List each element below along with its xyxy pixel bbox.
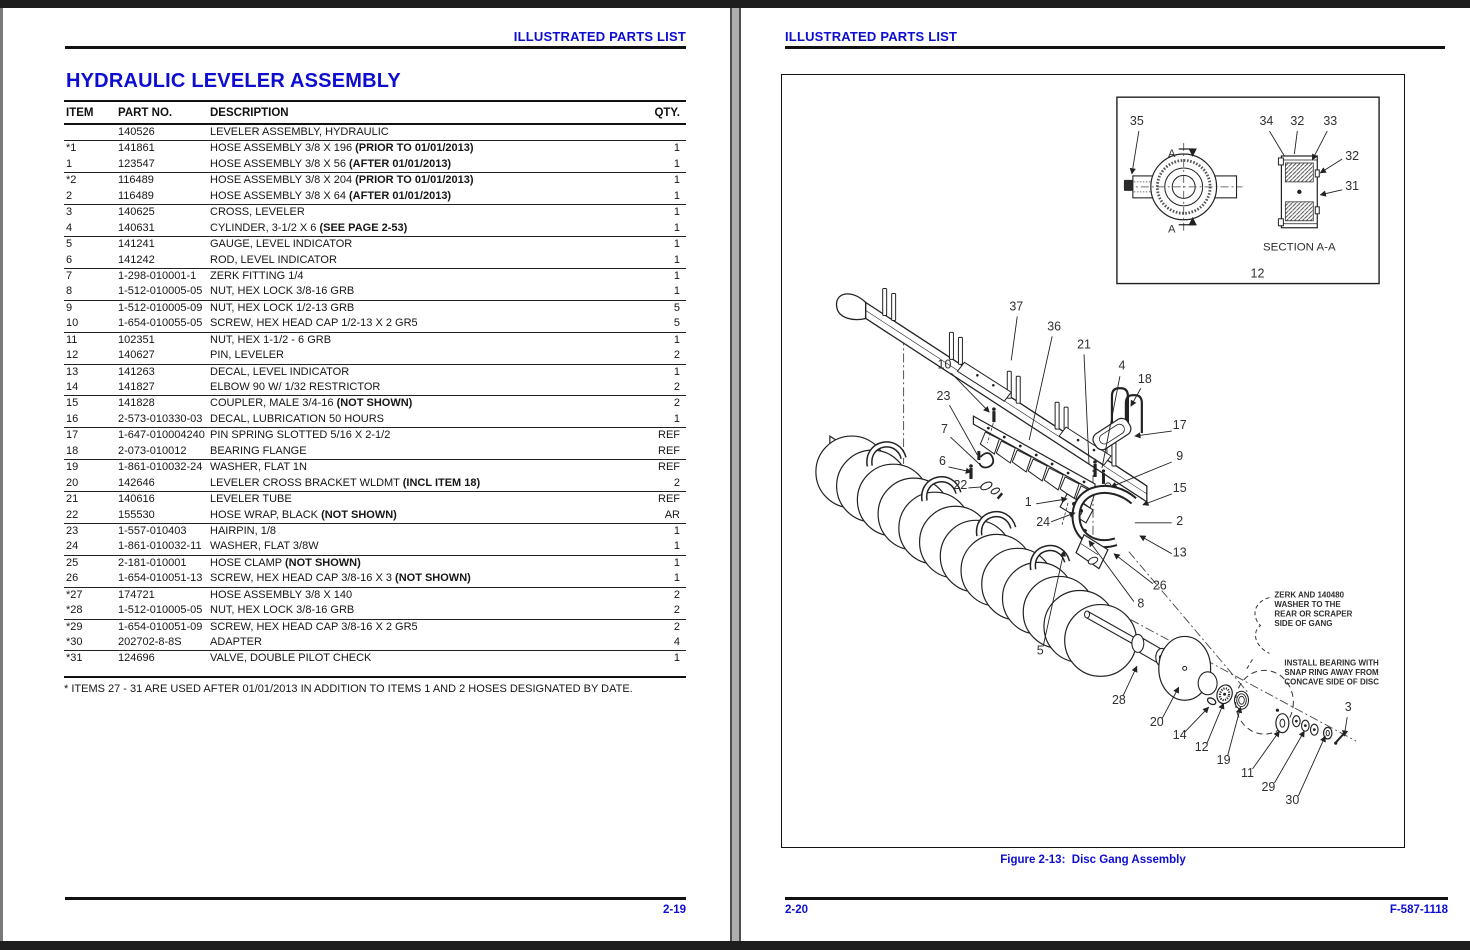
figure-caption: Figure 2-13: Disc Gang Assembly [1000,854,1186,866]
callout-label: SNAP RING AWAY FROM [1284,667,1379,677]
running-header: ILLUSTRATED PARTS LIST [785,29,958,44]
callout-label: 7 [941,422,948,437]
callout-label: 17 [1172,418,1187,433]
callout-label: 15 [1172,480,1187,495]
callout-label: 23 [936,389,951,404]
callout-label: 2 [1176,513,1184,528]
table-row: 140526 LEVELER ASSEMBLY, HYDRAULIC [118,126,389,138]
running-header: ILLUSTRATED PARTS LIST [513,29,686,44]
callout-label: 30 [1285,792,1300,807]
table-row: 17 1-647-010004240 PIN SPRING SLOTTED 5/16 X 2-1/2 REF [64,427,686,443]
annotation-bracket [1255,598,1269,654]
callout-label: 20 [1149,715,1164,730]
callout-label: 33 [1323,114,1338,129]
table-row: *2 116489 HOSE ASSEMBLY 3/8 X 204 (PRIOR TO 01/01/2013) 1 [64,172,686,188]
table-footnote: * ITEMS 27 - 31 ARE USED AFTER 01/01/2013 IN ADDITION TO ITEMS 1 AND 2 HOSES DESIGNATED BY DATE. [64,676,686,695]
leader-line [1114,554,1153,584]
table-row: 11 102351 NUT, HEX 1-1/2 - 6 GRB 1 [64,332,686,348]
callout-label: SIDE OF GANG [1274,618,1333,628]
table-row: 6 141242 ROD, LEVEL INDICATOR 1 [66,253,680,266]
callout-label: INSTALL BEARING WITH [1284,658,1379,668]
callout-label: 37 [1009,299,1024,314]
leader-line [1123,666,1137,696]
table-row: 24 1-861-010032-11 WASHER, FLAT 3/8W 1 [66,540,680,553]
leader-line [1185,707,1209,732]
leader-line [1051,513,1075,522]
disc-gang-assembly-diagram [781,74,1405,848]
callout-label: 26 [1152,578,1167,593]
callout-label: 36 [1047,319,1062,334]
callout-label: 13 [1172,545,1187,560]
callout-label: 31 [1345,178,1360,193]
table-row: 21 140616 LEVELER TUBE REF [64,491,686,507]
callout-label: 34 [1259,114,1274,129]
table-header-row [64,100,686,125]
header-rule [785,46,1445,49]
table-row: *30 202702-8-8S ADAPTER 4 [66,636,680,648]
table-row: 14 141827 ELBOW 90 W/ 1/32 RESTRICTOR 2 [66,381,680,393]
table-row: 15 141828 COUPLER, MALE 3/4-16 (NOT SHOWN) 2 [64,395,686,411]
parts-table [64,100,686,695]
exploded-view-drawing [782,75,1404,847]
table-row: 10 1-654-010055-05 SCREW, HEX HEAD CAP 1/2-13 X 2 GR5 5 [66,317,680,330]
col-header-part: PART NO. [118,106,173,119]
callout-label: 35 [1129,114,1144,129]
table-row: 22 155530 HOSE WRAP, BLACK (NOT SHOWN) AR [66,508,680,521]
leader-line [1344,717,1347,736]
header-rule [65,46,686,49]
callout-label: 12 [1250,266,1265,281]
callout-label: 6 [939,453,946,468]
scan-edge-bottom [0,941,1470,950]
page-number: 2-19 [662,904,686,916]
table-row: *31 124696 VALVE, DOUBLE PILOT CHECK 1 [64,650,686,666]
callout-label: 18 [1137,372,1152,387]
bearing [1215,683,1235,706]
leader-line [968,487,981,488]
col-header-item: ITEM [66,106,94,119]
leader-line [1274,731,1304,783]
leader-line [1228,707,1241,756]
callout-label: 19 [1216,753,1231,768]
callout-label: 3 [1344,700,1352,715]
table-row: 12 140627 PIN, LEVELER 2 [66,349,680,362]
callout-label: 1 [1024,494,1032,509]
callout-label: 21 [1077,337,1091,352]
table-row: 9 1-512-010005-09 NUT, HEX LOCK 1/2-13 GRB 5 [64,300,686,316]
callout-label: 5 [1036,643,1044,658]
leader-line [949,405,977,455]
leader-line [948,467,971,472]
callout-label: 11 [1241,765,1254,780]
col-header-description: DESCRIPTION [210,106,289,119]
leader-line [1135,431,1172,436]
leader-line [1140,536,1172,554]
leader-line [1011,316,1017,360]
callout-label: 29 [1261,779,1276,794]
leader-line [950,437,980,465]
leader-line [1252,731,1279,769]
left-page [3,8,730,941]
col-header-qty: QTY. [654,106,680,119]
table-row: 2 116489 HOSE ASSEMBLY 3/8 X 64 (AFTER 01/01/2013) 1 [66,189,680,202]
callout-label: REAR OR SCRAPER [1274,609,1353,619]
table-row: *29 1-654-010051-09 SCREW, HEX HEAD CAP 3/8-16 X 2 GR5 2 [64,619,686,635]
table-body [64,125,686,667]
table-row: 1 123547 HOSE ASSEMBLY 3/8 X 56 (AFTER 01/01/2013) 1 [66,157,680,170]
scan-edge-top [0,0,1470,8]
table-row: 8 1-512-010005-05 NUT, HEX LOCK 3/8-16 GRB 1 [66,285,680,298]
callout-label: A [1168,223,1176,236]
leader-line [1207,703,1224,744]
table-row: 7 1-298-010001-1 ZERK FITTING 1/4 1 [64,268,686,284]
page-gutter-divider [730,8,741,941]
callout-label: 14 [1172,728,1187,743]
zerk-fitting [1124,180,1133,191]
callout-label: 9 [1176,449,1184,464]
cotter-pin [1336,732,1345,742]
table-row: 20 142646 LEVELER CROSS BRACKET WLDMT (INCL ITEM 18) 2 [66,476,680,489]
callout-label: WASHER TO THE [1274,600,1341,610]
callout-label: 12 [1194,740,1209,755]
table-row: 4 140631 CYLINDER, 3-1/2 X 6 (SEE PAGE 2-53) 1 [66,221,680,234]
table-row: 25 2-181-010001 HOSE CLAMP (NOT SHOWN) 1 [64,555,686,571]
callout-label: 32 [1345,148,1360,163]
footer-rule [65,897,686,900]
table-row: 16 2-573-010330-03 DECAL, LUBRICATION 50 HOURS 1 [66,412,680,425]
callout-label: 32 [1290,114,1305,129]
callout-label: 24 [1036,514,1051,529]
callout-label: 28 [1111,693,1126,708]
page-title: HYDRAULIC LEVELER ASSEMBLY [66,70,401,92]
table-row: 18 2-073-010012 BEARING FLANGE REF [66,444,680,457]
table-row: *28 1-512-010005-05 NUT, HEX LOCK 3/8-16 GRB 2 [66,604,680,617]
doc-number: F-587-1118 [1389,904,1448,916]
table-row: *27 174721 HOSE ASSEMBLY 3/8 X 140 2 [64,587,686,603]
callout-label: 22 [953,477,968,492]
table-row: 3 140625 CROSS, LEVELER 1 [64,204,686,220]
table-row: 13 141263 DECAL, LEVEL INDICATOR 1 [64,364,686,380]
table-row: *1 141861 HOSE ASSEMBLY 3/8 X 196 (PRIOR TO 01/01/2013) 1 [64,140,686,156]
right-page [741,8,1470,941]
table-row: 19 1-861-010032-24 WASHER, FLAT 1N REF [64,459,686,475]
callout-label: CONCAVE SIDE OF DISC [1284,677,1379,687]
leader-line [1298,736,1325,796]
leader-line [1089,541,1134,602]
table-row: 26 1-654-010051-13 SCREW, HEX HEAD CAP 3/8-16 X 3 (NOT SHOWN) 1 [66,572,680,585]
callout-label: SECTION A-A [1263,241,1336,254]
callout-label: 10 [937,357,952,372]
table-row: 5 141241 GAUGE, LEVEL INDICATOR 1 [64,236,686,252]
callout-label: ZERK AND 140480 [1274,590,1345,600]
page-number: 2-20 [785,904,809,916]
callout-label: 8 [1137,596,1145,611]
callout-label: A [1168,147,1176,160]
table-row: 23 1-557-010403 HAIRPIN, 1/8 1 [64,523,686,539]
footer-rule [785,897,1448,900]
callout-label: 4 [1118,358,1126,373]
